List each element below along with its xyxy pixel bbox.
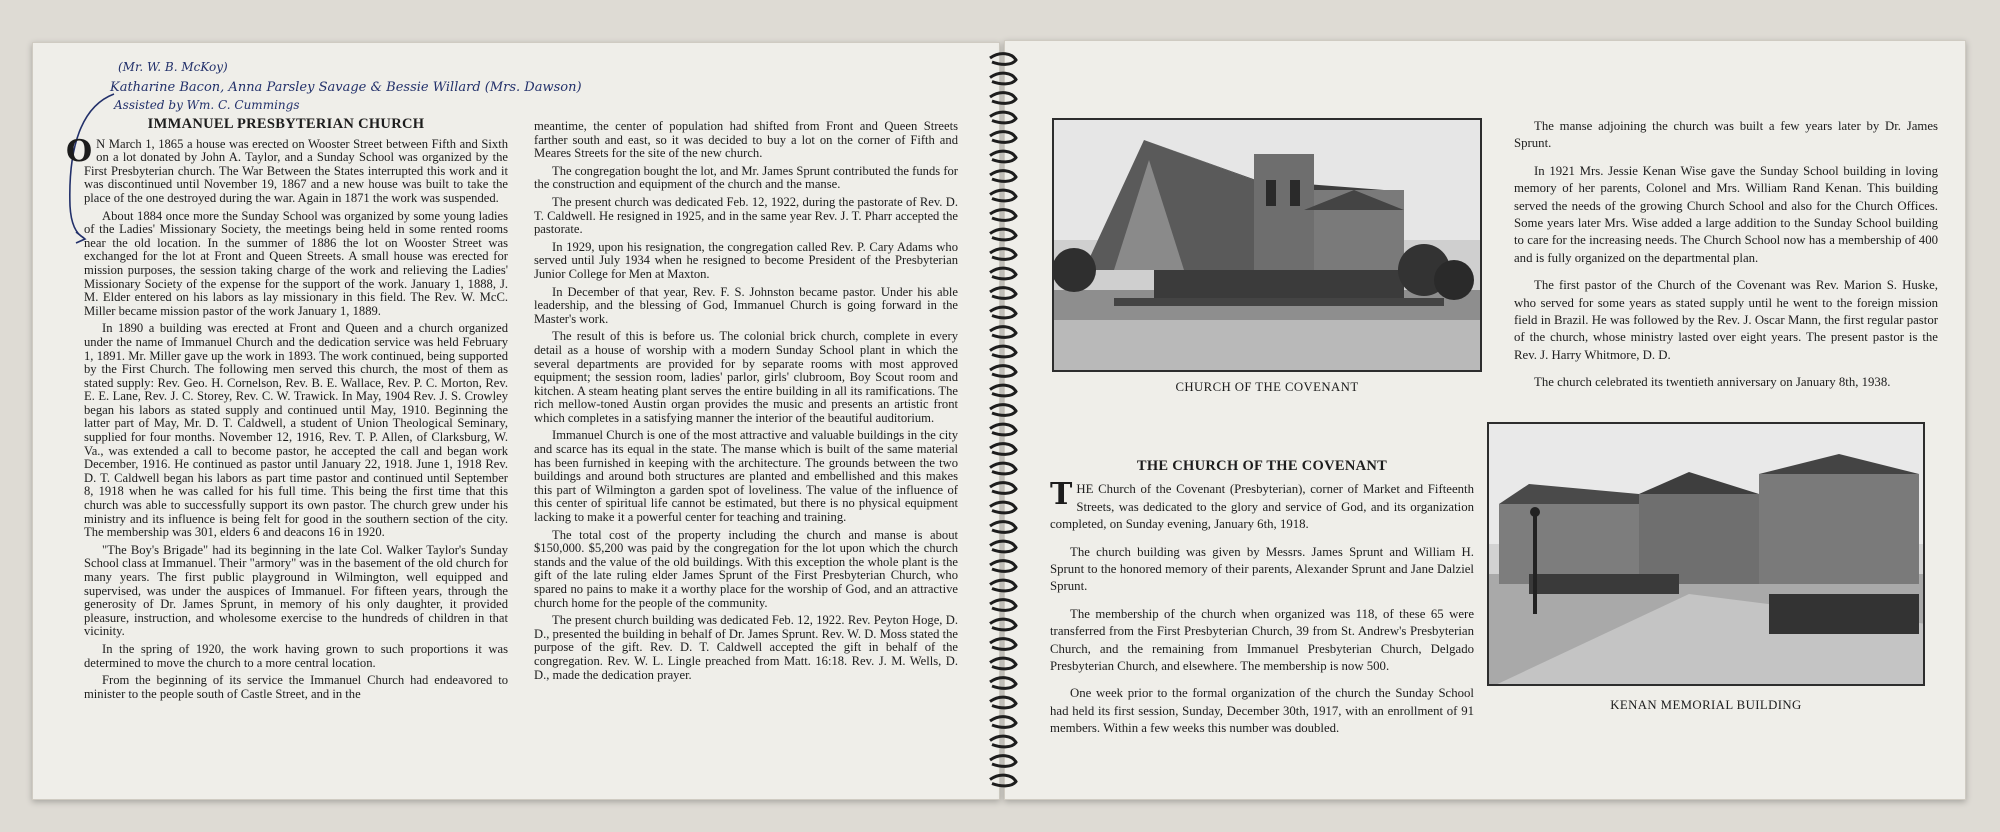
- spiral-coil: [990, 444, 1016, 455]
- paragraph: In December of that year, Rev. F. S. Johnston became pastor. Under his able leadership, and the blessing of God, Immanuel Church is going forward in the Master's work.: [534, 284, 958, 326]
- spiral-coil: [990, 736, 1016, 747]
- church-illustration: [1054, 120, 1482, 372]
- spiral-coil: [990, 288, 1016, 299]
- spiral-coil: [990, 541, 1016, 552]
- paragraph: The church celebrated its twentieth anniversary on January 8th, 1938.: [1534, 375, 1891, 390]
- spiral-coil: [990, 210, 1016, 221]
- paragraph: In 1890 a building was erected at Front and Queen and a church organized under the name of Immanuel Church and the dedication service was held February 1, 1891. Mr. Miller gave up the work in 1893. The work continued, being supported by the First Church. The following men served this church, the most of them as stated supply: Rev. Geo. H. Cornelson, Rev. B. E. Wallace, Rev. P. C. Morton, Rev. E. E. Lane, Rev. J. C. Storey, Rev. C. W. Trawick. In May, 1904 Rev. J. S. Crowley began his labors as stated supply and continued until May, 1910. Beginning the latter part of May, Mr. D. T. Caldwell, a student of Union Theological Seminary, supplied for four months. November 12, 1916, Rev. T. P. Allen, of Clarksburg, W. Va., was extended a call to become pastor, he accepted the call and began work December, 1916. He continued as pastor until January 22, 1918. June 1, 1918 Rev. D. T. Caldwell began his labors as part time pastor and continued until September 8, 1918 when he was called for his full time. This being the first time that this church was able to successfully support its own pastor. The church grew under his ministry and its influence is being felt for good in the southern section of the city. The membership was 301, elders 6 and deacons 16 in 1920.: [84, 321, 508, 540]
- paragraph: "The Boy's Brigade" had its beginning in the late Col. Walker Taylor's Sunday School class at Immanuel. Their "armory" was in the basement of the old church for many years. The first public playground in Wilmington, well equipped and supervised, was under the auspices of Immanuel. For fifteen years, through the generosity of Dr. James Sprunt, in memory of his only daughter, it provided pleasure, instruction, and wholesome exercise to the hundreds of children in that vicinity.: [84, 542, 508, 639]
- paragraph: In 1921 Mrs. Jessie Kenan Wise gave the Sunday School building in loving memory of her parents, Colonel and Mrs. William Rand Kenan. This building served the needs of the growing Church School and also for the Church Offices. Some years later Mrs. Wise added a large addition to the Sunday School building to care for the increasing needs. The Church School now has a membership of 400 and is fully organized on the departmental plan.: [1514, 163, 1938, 265]
- spiral-coil: [990, 93, 1016, 104]
- paragraph: THE Church of the Covenant (Presbyterian), corner of Market and Fifteenth Streets, was dedicated to the glory and service of God, and its organization completed, on Sunday evening, January 6th, 1918.: [1050, 477, 1474, 532]
- church-of-the-covenant-photo: [1052, 118, 1482, 372]
- paragraph: In 1929, upon his resignation, the congregation called Rev. P. Cary Adams who served until July 1934 when he resigned to become President of the Presbyterian Junior College for Men at Maxton.: [534, 239, 958, 281]
- spiral-coil: [990, 190, 1016, 201]
- photo-caption-covenant: CHURCH OF THE COVENANT: [1175, 380, 1359, 394]
- paragraph: The total cost of the property including the church and manse is about $150,000. $5,200 was paid by the congregation for the lot upon which the church stands and the value of the old buildings. With this exception the whole plant is the gift of the late ruling elder James Sprunt of the First Presbyterian Church, who spared no pains to make it a worthy place for the worship of God, and an attractive church home for the people of the community.: [534, 527, 958, 610]
- paragraph: The manse adjoining the church was built a few years later by Dr. James Sprunt.: [1514, 119, 1938, 151]
- paragraph: From the beginning of its service the Immanuel Church had endeavored to minister to the people south of Castle Street, and in the: [84, 673, 508, 701]
- drop-cap: O: [66, 133, 93, 169]
- paragraph: The present church building was dedicated Feb. 12, 1922. Rev. Peyton Hoge, D. D., presented the building in behalf of Dr. James Sprunt. Rev. W. D. Moss stated the purpose of the gift. Rev. D. T. Caldwell accepted the gift in behalf of the congregation. Rev. W. L. Lingle preached from Matt. 16:18. Rev. J. M. Wells, D. D., made the dedication prayer.: [534, 613, 958, 682]
- page-title-immanuel: IMMANUEL PRESBYTERIAN CHURCH: [147, 116, 425, 132]
- paragraph: The church building was given by Messrs. James Sprunt and William H. Sprunt to the honored memory of their parents, Alexander Sprunt and Jane Dalziel Sprunt.: [1050, 544, 1474, 594]
- spiral-coil: [990, 366, 1016, 377]
- spiral-coil: [990, 619, 1016, 630]
- spiral-coil: [990, 483, 1016, 494]
- spiral-coil: [990, 385, 1016, 396]
- spiral-coil: [990, 327, 1016, 338]
- spiral-coil: [990, 346, 1016, 357]
- handwritten-note-2: Katharine Bacon, Anna Parsley Savage & Bessie Willard (Mrs. Dawson): [110, 80, 582, 95]
- paragraph: The membership of the church when organized was 118, of these 65 were transferred from the First Presbyterian Church, 39 from St. Andrew's Presbyterian Church, and the remaining from Immanuel Presbyterian Church, Delgado Presbyterian Church, and elsewhere. The membership is now 500.: [1050, 606, 1474, 674]
- spiral-coil: [990, 171, 1016, 182]
- spiral-coil: [990, 580, 1016, 591]
- paragraph: O N March 1, 1865 a house was erected on Wooster Street between Fifth and Sixth on a lot donated by John A. Taylor, and a Sunday School was organized by the First Presbyterian church. The War Between the States interrupted this work and it was discontinued until November 19, 1867 and a new house was built to take the place of the one destroyed during the war. Again in 1871 the work was suspended.: [66, 133, 508, 205]
- spiral-coil: [990, 73, 1016, 84]
- right-column-1: [1050, 458, 1474, 748]
- paragraph: In the spring of 1920, the work having grown to such proportions it was determined to move the church to a more central location.: [84, 641, 508, 670]
- spiral-coil: [990, 600, 1016, 611]
- paragraph: One week prior to the formal organization of the church the Sunday School had held its first session, Sunday, December 30th, 1917, with an enrollment of 91 members. Within a few weeks this number was doubled.: [1050, 686, 1474, 736]
- building-illustration: [1489, 424, 1925, 686]
- spiral-coil: [990, 424, 1016, 435]
- left-column-1: [66, 116, 508, 705]
- paragraph: Immanuel Church is one of the most attractive and valuable buildings in the city and scarce has its equal in the state. The manse which is built of the same material has been furnished in keeping with the architecture. The grounds between the two buildings and around both structures are planted and embellished and this makes this part of Wilmington a garden spot of loveliness. The value of the influence of this center of spiritual life cannot be estimated, but there is no physical equipment lacking to make it a powerful center for teaching and training.: [534, 428, 958, 525]
- paragraph: About 1884 once more the Sunday School was organized by some young ladies of the Ladies' Missionary Society, the meetings being held in some rented rooms near the old location. In the summer of 1886 the lot on Wooster Street was exchanged for the lot at Front and Queen Streets. A small house was erected for mission purposes, the session taking charge of the work and relieving the Ladies' Missionary Society of the expense for the support of the work. January 1, 1888, J. M. Elder entered on his labors as lay missionary in this field. The Rev. W. McC. Miller became mission pastor of the work January 1, 1889.: [84, 208, 508, 318]
- spiral-coil: [990, 151, 1016, 162]
- spiral-coil: [990, 775, 1016, 786]
- paragraph: The present church was dedicated Feb. 12, 1922, during the pastorate of Rev. D. T. Caldwell. He resigned in 1925, and in the same year Rev. J. T. Pharr accepted the pastorate.: [534, 194, 958, 237]
- spiral-coil: [990, 522, 1016, 533]
- paragraph: meantime, the center of population had shifted from Front and Queen Streets farther south and east, so it was decided to buy a lot on the corner of Fifth and Meares Streets for the site of the new church.: [534, 119, 958, 161]
- spiral-coil: [990, 132, 1016, 143]
- left-column-2: [534, 120, 958, 686]
- drop-cap: T: [1050, 477, 1073, 513]
- kenan-memorial-building-photo: [1487, 422, 1925, 686]
- spiral-coil: [990, 639, 1016, 650]
- spiral-coil: [990, 405, 1016, 416]
- spiral-coil: [990, 112, 1016, 123]
- spiral-coil: [990, 307, 1016, 318]
- spiral-coil: [990, 658, 1016, 669]
- page-title-covenant: THE CHURCH OF THE COVENANT: [1136, 458, 1388, 474]
- spiral-coil: [990, 249, 1016, 260]
- spiral-coil: [990, 54, 1016, 65]
- spiral-coil: [990, 678, 1016, 689]
- paragraph: The first pastor of the Church of the Covenant was Rev. Marion S. Huske, who served for some years as stated supply until he went to the foreign mission field in Brazil. He was followed by the Rev. J. Oscar Mann, the first regular pastor of the church, whose ministry lasted over eight years. The present pastor is the Rev. J. Harry Whitmore, D. D.: [1514, 278, 1938, 362]
- spiral-binding: [986, 44, 1020, 794]
- handwritten-note-1: (Mr. W. B. McKoy): [118, 60, 228, 74]
- spiral-coil: [990, 268, 1016, 279]
- spiral-coil: [990, 561, 1016, 572]
- spiral-coil: [990, 502, 1016, 513]
- spiral-coil: [990, 756, 1016, 767]
- spiral-coil: [990, 697, 1016, 708]
- handwritten-note-3: Assisted by Wm. C. Cummings: [114, 98, 300, 112]
- right-column-2: [1514, 118, 1938, 402]
- paragraph: The result of this is before us. The colonial brick church, complete in every detail as a house of worship with a modern Sunday School plant in which the several departments are provided for by separate rooms with most approved equipment; the session room, ladies' parlor, girls' clubroom, Boy Scout room and kitchen. A steam heating plant serves the entire building in all its ramifications. The rich mellow-toned Austin organ provides the music and presents an artistic front which completes in a satisfying manner the interior of the beautiful auditorium.: [534, 329, 958, 425]
- paragraph: The congregation bought the lot, and Mr. James Sprunt contributed the funds for the construction and equipment of the church and the manse.: [534, 163, 958, 192]
- spiral-coil: [990, 463, 1016, 474]
- photo-caption-kenan: KENAN MEMORIAL BUILDING: [1610, 698, 1802, 712]
- spiral-coil: [990, 717, 1016, 728]
- spiral-coil: [990, 229, 1016, 240]
